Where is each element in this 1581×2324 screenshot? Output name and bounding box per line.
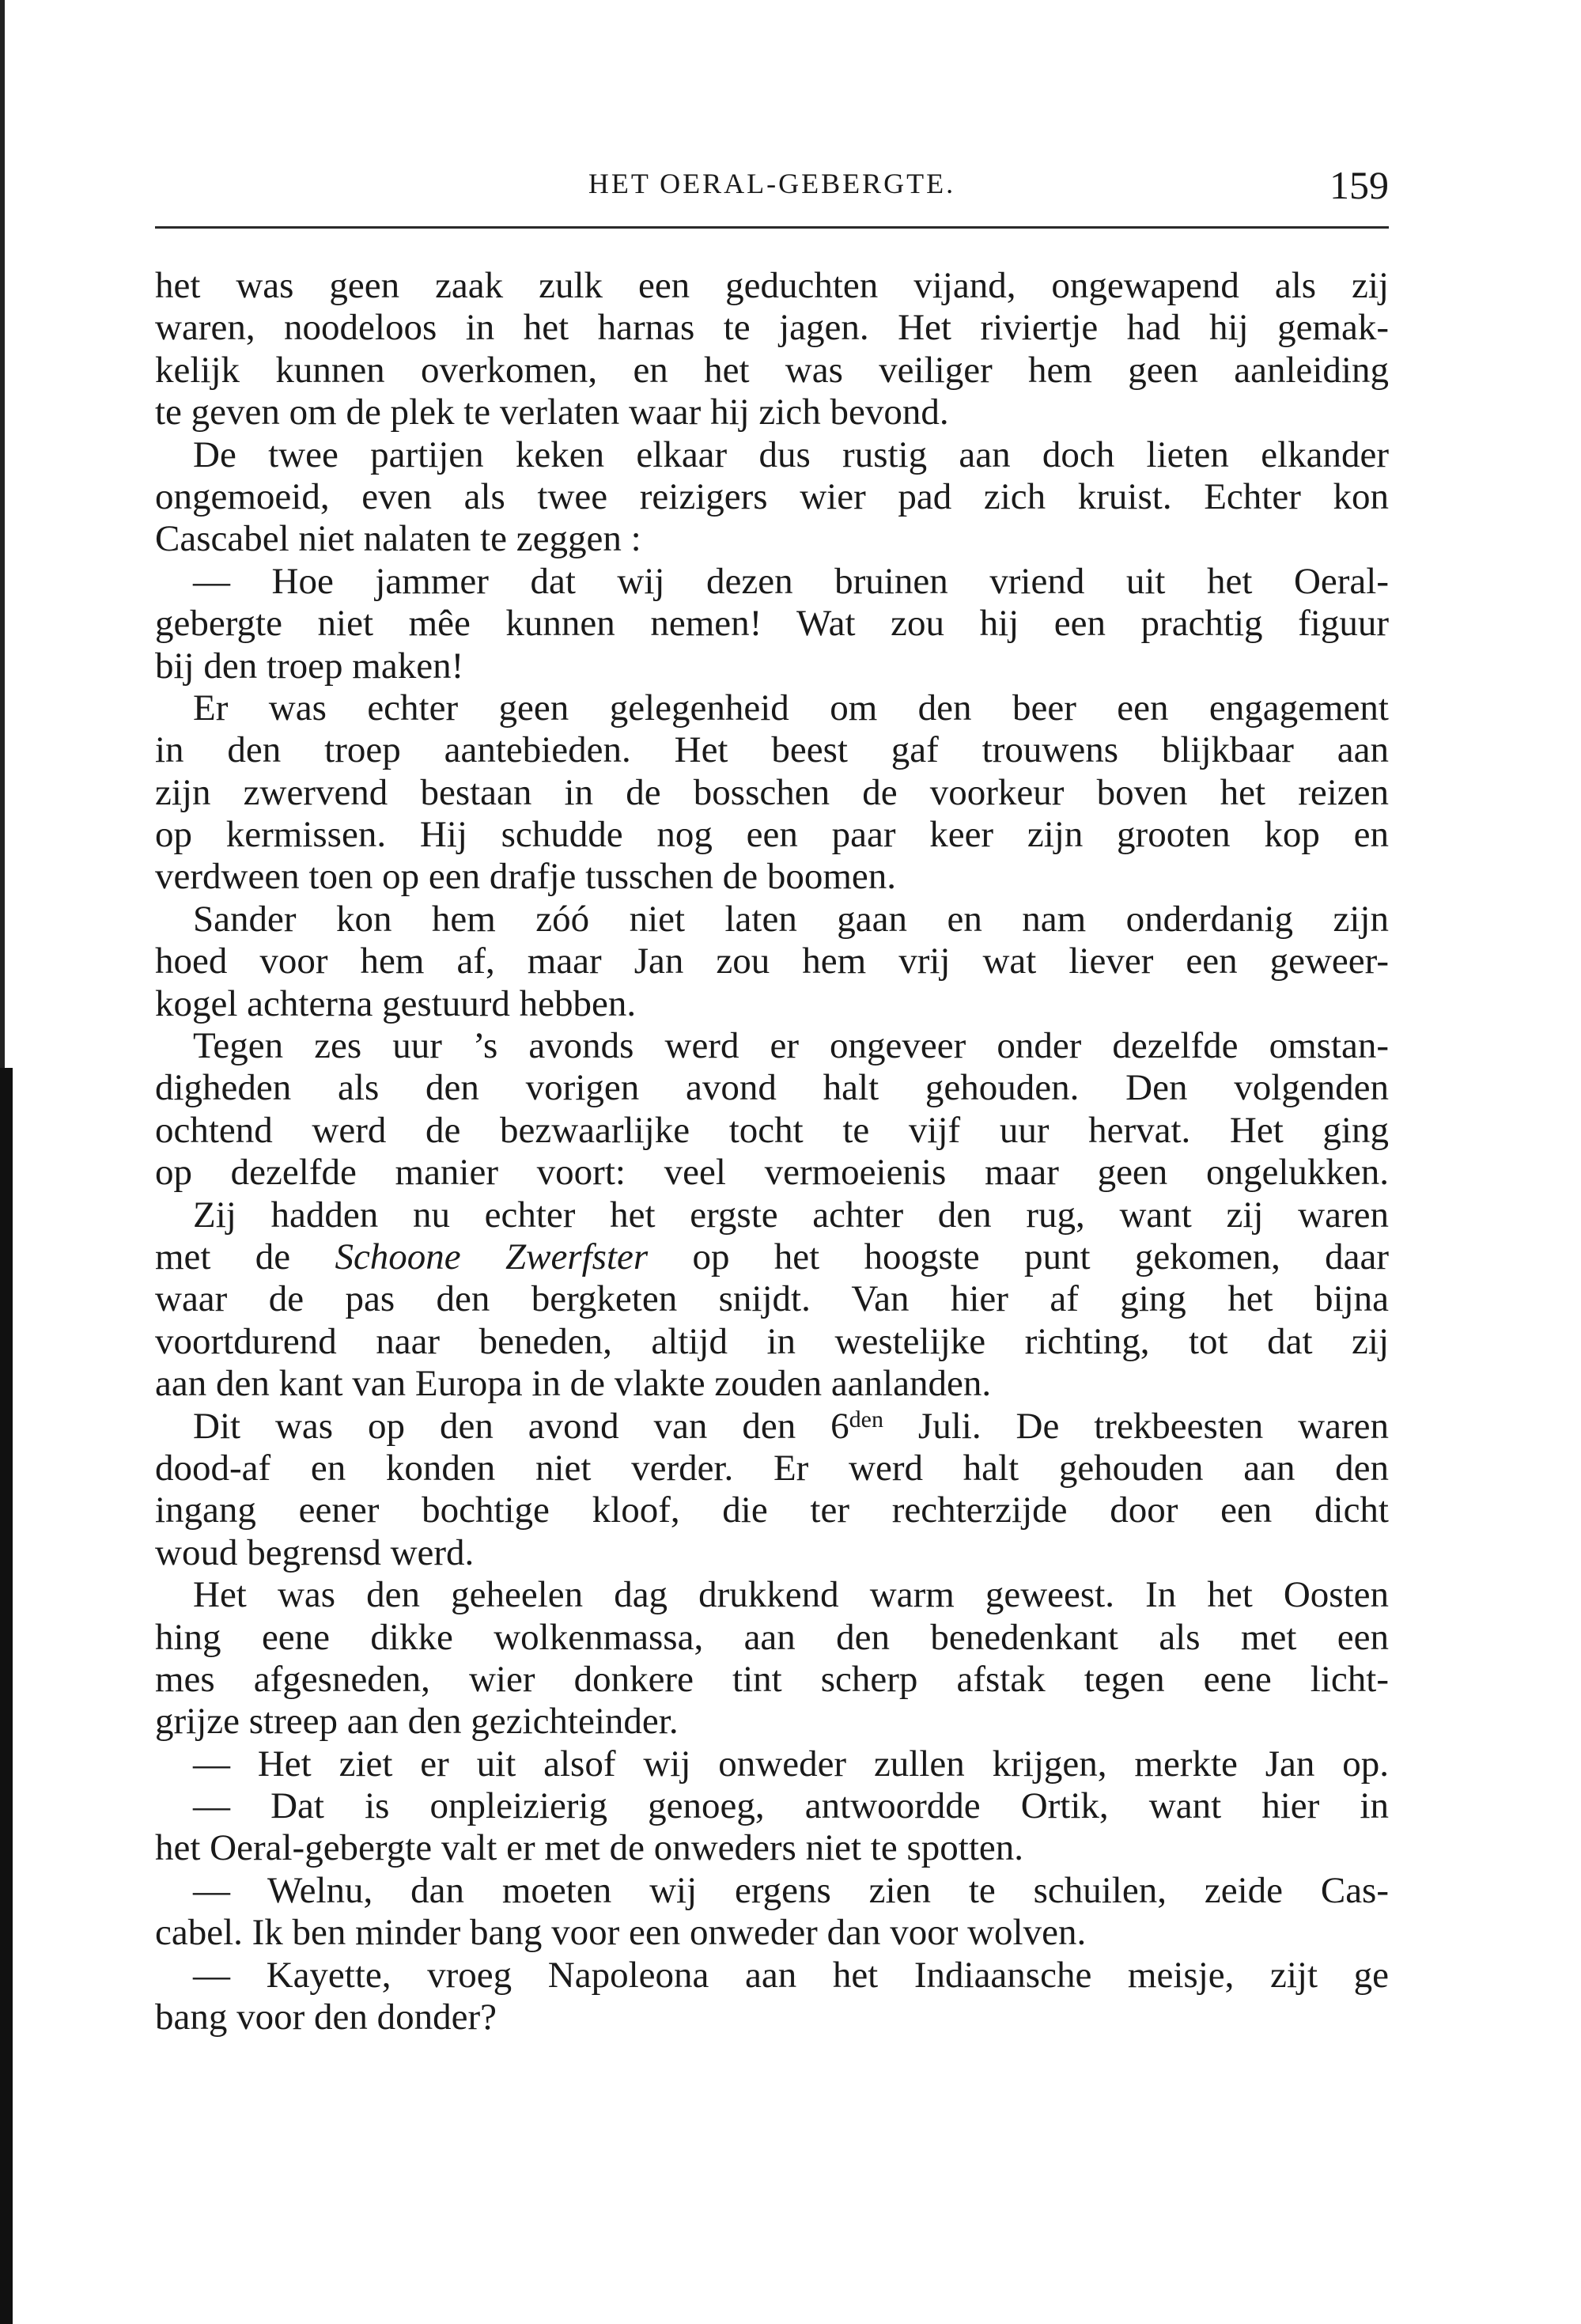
text-line — [155, 1406, 1389, 1448]
text-line: waar de pas den bergketen snijdt. Van hier af ging het bijna — [155, 1278, 1389, 1320]
text-line: bij den troep maken! — [155, 645, 464, 687]
text-line: — Kayette, vroeg Napoleona aan het Indiaansche meisje, zijt ge — [193, 1954, 1389, 1996]
text-line: Sander kon hem zóó niet laten gaan en nam onderdanig zijn — [193, 898, 1389, 940]
text-fragment: met de — [155, 1236, 291, 1277]
binding-edge-shadow — [0, 1068, 13, 2324]
text-line: in den troep aantebieden. Het beest gaf trouwens blijkbaar aan — [155, 729, 1389, 771]
text-line: het Oeral-gebergte valt er met de onweders niet te spotten. — [155, 1827, 1023, 1869]
text-line: hing eene dikke wolkenmassa, aan den benedenkant als met een — [155, 1616, 1389, 1658]
text-line: kogel achterna gestuurd hebben. — [155, 982, 637, 1024]
text-line: cabel. Ik ben minder bang voor een onweder dan voor wolven. — [155, 1912, 1087, 1954]
text-line: hoed voor hem af, maar Jan zou hem vrij wat liever een geweer- — [155, 941, 1389, 982]
text-line: gebergte niet mêe kunnen nemen! Wat zou hij een prachtig figuur — [155, 603, 1389, 645]
running-head — [155, 162, 1389, 210]
text-line: verdween toen op een drafje tusschen de boomen. — [155, 856, 897, 898]
text-line: op dezelfde manier voort: veel vermoeienis maar geen ongelukken. — [155, 1152, 1389, 1194]
text-line: Tegen zes uur ’s avonds werd er ongeveer onder dezelfde omstan- — [193, 1025, 1389, 1067]
body-text — [155, 265, 1389, 2038]
text-line: — Welnu, dan moeten wij ergens zien te schuilen, zeide Cas- — [193, 1869, 1389, 1911]
text-line: ochtend werd de bezwaarlijke tocht te vijf uur hervat. Het ging — [155, 1109, 1389, 1151]
text-line: op kermissen. Hij schudde nog een paar keer zijn grooten kop en — [155, 814, 1389, 856]
text-line: De twee partijen keken elkaar dus rustig aan doch lieten elkander — [193, 433, 1389, 475]
text-line: het was geen zaak zulk een geduchten vijand, ongewapend als zij — [155, 265, 1389, 306]
text-line — [155, 1236, 1389, 1278]
text-line: — Hoe jammer dat wij dezen bruinen vriend uit het Oeral- — [193, 560, 1389, 602]
text-line: grijze streep aan den gezichteinder. — [155, 1701, 679, 1743]
text-line: bang voor den donder? — [155, 1997, 497, 2038]
text-line: voortdurend naar beneden, altijd in westelijke richting, tot dat zij — [155, 1320, 1389, 1362]
text-line: te geven om de plek te verlaten waar hij zich bevond. — [155, 392, 949, 433]
text-line: Zij hadden nu echter het ergste achter den rug, want zij waren — [193, 1194, 1389, 1236]
text-line: digheden als den vorigen avond halt gehouden. Den volgenden — [155, 1067, 1389, 1109]
text-fragment: Juli. De trekbeesten waren — [917, 1405, 1389, 1447]
text-line: dood-af en konden niet verder. Er werd halt gehouden aan den — [155, 1447, 1389, 1489]
header-rule — [155, 226, 1389, 229]
superscript: den — [849, 1406, 883, 1433]
text-line: Er was echter geen gelegenheid om den beer een engagement — [193, 687, 1389, 729]
text-line: mes afgesneden, wier donkere tint scherp afstak tegen eene licht- — [155, 1658, 1389, 1700]
text-line: — Dat is onpleizierig genoeg, antwoordde Ortik, want hier in — [193, 1785, 1389, 1827]
running-title: HET OERAL-GEBERGTE. — [588, 168, 956, 199]
text-line: woud begrensd werd. — [155, 1531, 475, 1573]
italic-title: Schoone Zwerfster — [335, 1236, 649, 1277]
text-line: ongemoeid, even als twee reizigers wier pad zich kruist. Echter kon — [155, 475, 1389, 517]
text-line: Cascabel niet nalaten te zeggen : — [155, 518, 641, 560]
text-line: zijn zwervend bestaan in de bosschen de voorkeur boven het reizen — [155, 771, 1389, 813]
text-fragment: op het hoogste punt gekomen, daar — [692, 1236, 1389, 1277]
text-line: kelijk kunnen overkomen, en het was veiliger hem geen aanleiding — [155, 349, 1389, 391]
text-line: ingang eener bochtige kloof, die ter rechterzijde door een dicht — [155, 1489, 1389, 1531]
text-line: — Het ziet er uit alsof wij onweder zullen krijgen, merkte Jan op. — [193, 1743, 1389, 1785]
text-line: aan den kant van Europa in de vlakte zouden aanlanden. — [155, 1363, 992, 1405]
page-number: 159 — [1329, 163, 1389, 207]
text-line: waren, noodeloos in het harnas te jagen. Het riviertje had hij gemak- — [155, 307, 1389, 349]
text-line: Het was den geheelen dag drukkend warm geweest. In het Oosten — [193, 1574, 1389, 1616]
text-fragment: Dit was op den avond van den 6 — [193, 1405, 849, 1447]
